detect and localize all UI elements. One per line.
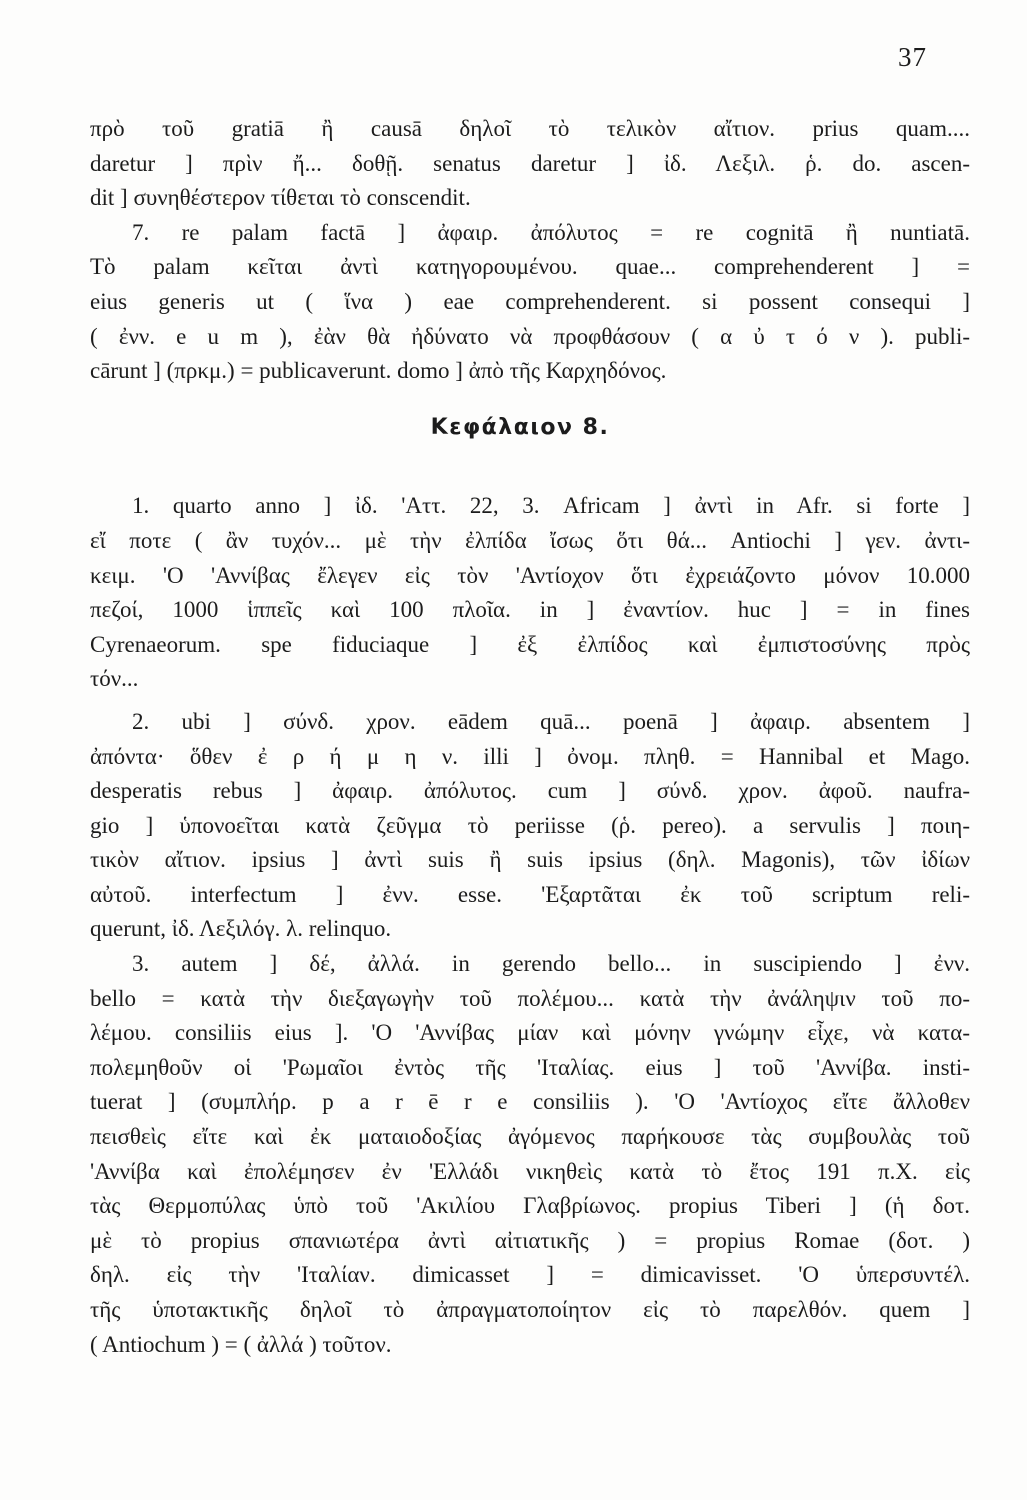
text-line: 3. autem ] δέ, ἀλλά. in gerendo bello... in suscipiendo ] ἐνν. — [132, 951, 970, 977]
intro-paragraph — [90, 112, 970, 389]
text-line: 'Αννίβα καὶ ἐπολέμησεν ἐν 'Ελλάδι νικηθεὶς κατὰ τὸ ἔτος 191 π.Χ. εἰς — [90, 1158, 970, 1184]
text-line: δηλ. εἰς τὴν 'Ιταλίαν. dimicasset ] = dimicavisset. 'Ο ὑπερσυντέλ. — [90, 1262, 970, 1288]
text-line: λέμου. consiliis eius ]. 'Ο 'Αννίβας μίαν καὶ μόνην γνώμην εἶχε, νὰ κατα- — [90, 1020, 970, 1046]
text-line: εἴ ποτε ( ἂν τυχόν... μὲ τὴν ἐλπίδα ἴσως ὅτι θά... Antiochi ] γεν. ἀντι- — [90, 527, 970, 553]
text-line: gio ] ὑπονοεῖται κατὰ ζεῦγμα τὸ periisse (ῥ. pereo). a servulis ] ποιη- — [90, 812, 970, 838]
section-2-paragraph — [90, 705, 970, 947]
text-line: τικὸν αἴτιον. ipsius ] ἀντὶ suis ἢ suis ipsius (δηλ. Magonis), τῶν ἰδίων — [90, 847, 970, 873]
text-line: tuerat ] (συμπλήρ. p a r ē r e consiliis ). 'Ο 'Αντίοχος εἴτε ἄλλοθεν — [90, 1089, 970, 1115]
text-line: ( ἐνν. e u m ), ἐὰν θὰ ἠδύνατο νὰ προφθάσουν ( α ὐ τ ό ν ). publi- — [90, 323, 970, 349]
text-line: 2. ubi ] σύνδ. χρον. eādem quā... poenā ] ἀφαιρ. absentem ] — [132, 708, 970, 734]
text-line: ( Antiochum ) = ( ἀλλά ) τοῦτον. — [90, 1331, 392, 1357]
text-line: πεζοί, 1000 ἱππεῖς καὶ 100 πλοῖα. in ] ἐναντίον. huc ] = in fines — [90, 597, 970, 623]
text-line: Cyrenaeorum. spe fiduciaque ] ἐξ ἐλπίδος καὶ ἐμπιστοσύνης πρὸς — [90, 631, 970, 657]
text-line: querunt, ἰδ. Λεξιλόγ. λ. relinquo. — [90, 916, 392, 942]
text-line: desperatis rebus ] ἀφαιρ. ἀπόλυτος. cum ] σύνδ. χρον. ἀφοῦ. naufra- — [90, 778, 970, 804]
section-1-paragraph — [90, 489, 970, 697]
text-line: αὐτοῦ. interfectum ] ἐνν. esse. 'Εξαρτᾶται ἐκ τοῦ scriptum reli- — [90, 881, 970, 907]
text-line: eius generis ut ( ἵνα ) eae comprehenderent. si possent consequi ] — [90, 288, 970, 314]
text-line: bello = κατὰ τὴν διεξαγωγὴν τοῦ πολέμου... κατὰ τὴν ἀνάληψιν τοῦ πο- — [90, 985, 970, 1011]
text-line: τόν... — [90, 666, 139, 692]
page-text — [90, 112, 970, 1362]
text-line: τῆς ὑποτακτικῆς δηλοῖ τὸ ἀπραγματοποίητον εἰς τὸ παρελθόν. quem ] — [90, 1297, 970, 1322]
text-line: 7. re palam factā ] ἀφαιρ. ἀπόλυτος = re cognitā ἢ nuntiatā. — [132, 219, 970, 245]
text-line: daretur ] πρὶν ἤ... δοθῇ. senatus daretur ] ἰδ. Λεξιλ. ῥ. do. ascen- — [90, 150, 970, 176]
text-line: κειμ. 'Ο 'Αννίβας ἔλεγεν εἰς τὸν 'Αντίοχον ὅτι ἐχρειάζοντο μόνον 10.000 — [90, 562, 970, 588]
text-line: cārunt ] (πρκμ.) = publicaverunt. domo ] ἀπὸ τῆς Καρχηδόνος. — [90, 358, 667, 384]
text-line: πρὸ τοῦ gratiā ἢ causā δηλοῖ τὸ τελικὸν αἴτιον. prius quam.... — [90, 116, 970, 141]
text-line: dit ] συνηθέστερον τίθεται τὸ conscendit. — [90, 185, 471, 211]
paragraph-spacer — [90, 697, 970, 705]
text-line: μὲ τὸ propius σπανιωτέρα ἀντὶ αἰτιατικῆς ) = propius Romae (δοτ. ) — [90, 1227, 970, 1253]
page-number: 37 — [898, 42, 927, 72]
text-line: Τὸ palam κεῖται ἀντὶ κατηγορουμένου. quae... comprehenderent ] = — [90, 254, 970, 280]
chapter-heading: Κεφάλαιον 8. — [430, 414, 610, 440]
text-line: 1. quarto anno ] ἰδ. 'Αττ. 22, 3. Africam ] ἀντὶ in Afr. si forte ] — [132, 493, 970, 519]
text-line: πεισθεὶς εἴτε καὶ ἐκ ματαιοδοξίας ἀγόμενος παρήκουσε τὰς συμβουλὰς τοῦ — [90, 1124, 970, 1150]
section-3-paragraph — [90, 947, 970, 1362]
text-line: τὰς Θερμοπύλας ὑπὸ τοῦ 'Ακιλίου Γλαβρίωνος. propius Tiberi ] (ἡ δοτ. — [90, 1193, 970, 1219]
text-line: πολεμηθοῦν οἱ 'Ρωμαῖοι ἐντὸς τῆς 'Ιταλίας. eius ] τοῦ 'Αννίβα. insti- — [90, 1054, 970, 1080]
text-line: ἀπόντα· ὅθεν ἐ ρ ή μ η ν. illi ] ὀνομ. πληθ. = Hannibal et Mago. — [90, 743, 970, 769]
